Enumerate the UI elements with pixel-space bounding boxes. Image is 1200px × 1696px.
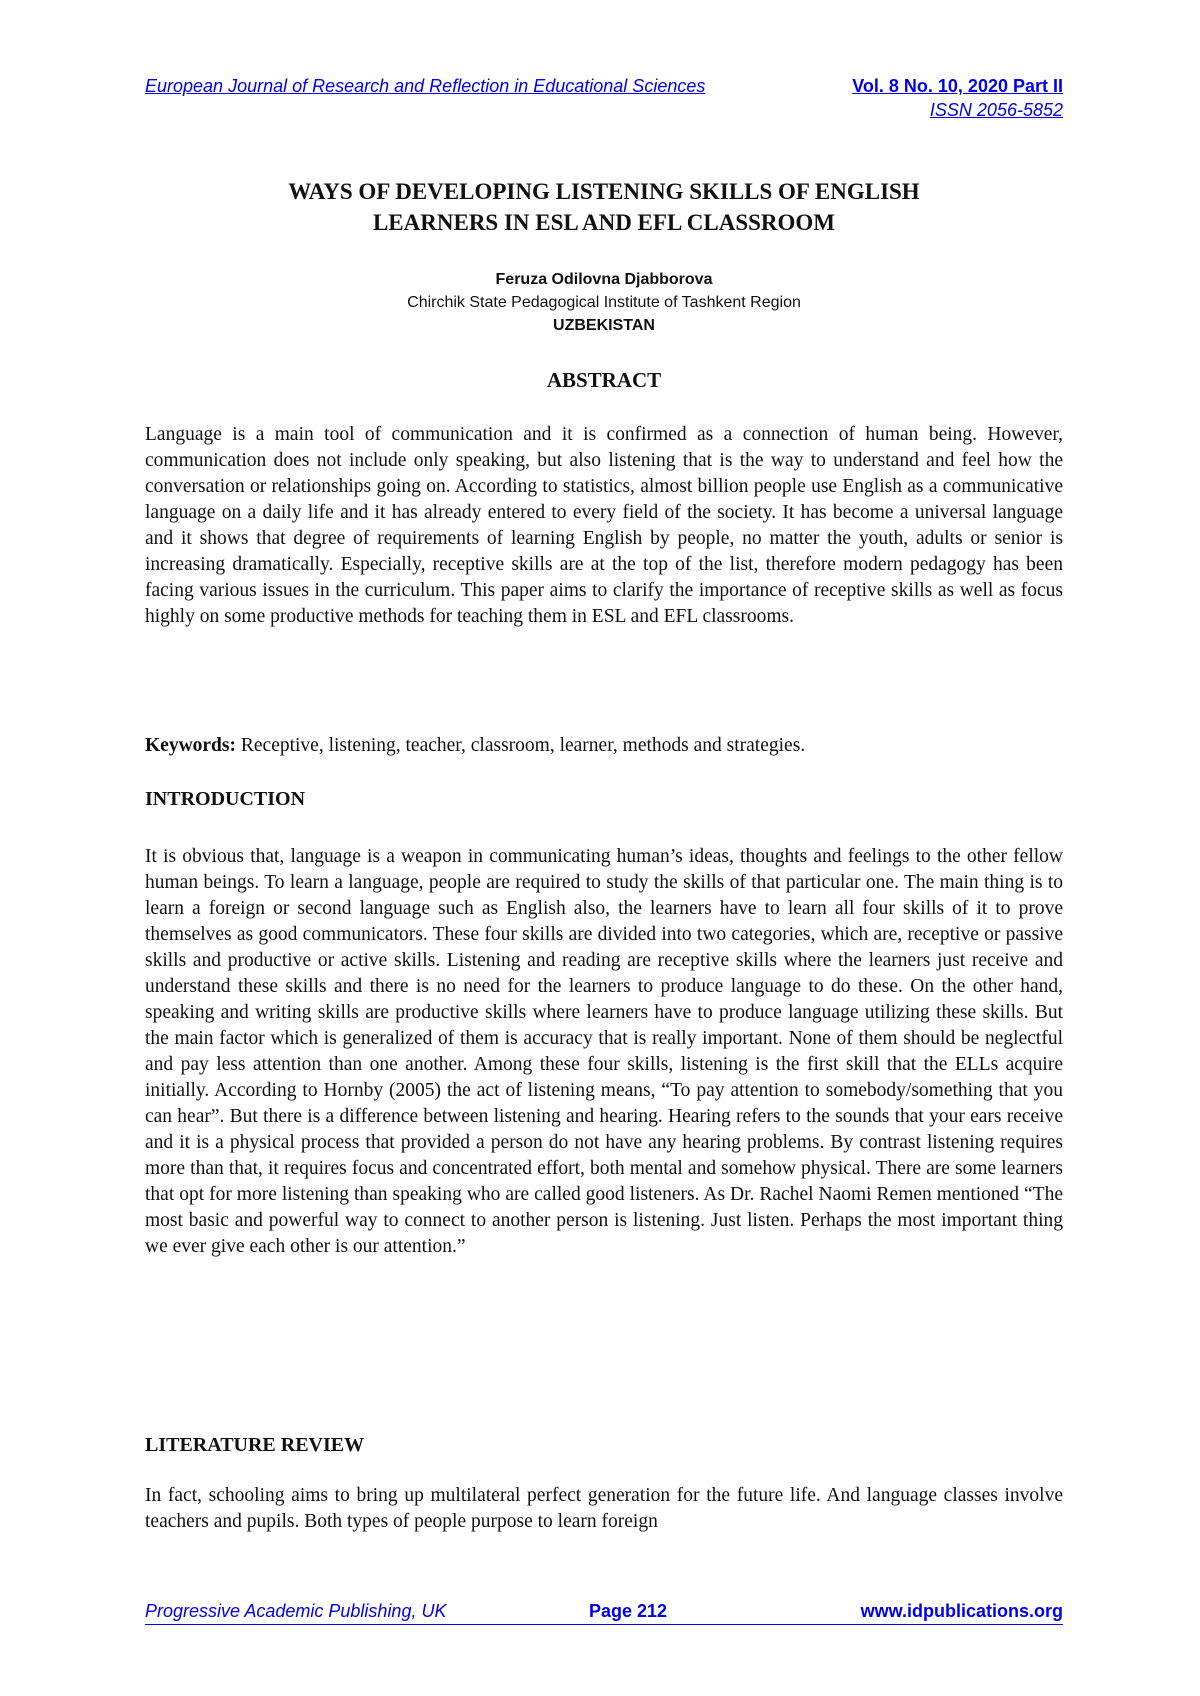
author-affiliation: Chirchik State Pedagogical Institute of Tashkent Region	[407, 294, 801, 311]
paper-title	[145, 176, 1063, 238]
introduction-text: It is obvious that, language is a weapon in communicating human’s ideas, thoughts and feelings to the other fellow human beings. To learn a language, people are required to study the skills of that particular one. The main thing is to learn a foreign or second language such as English also, the learners have to learn all four skills of it to prove themselves as good communicators. These four skills are divided into two categories, which are, receptive or passive skills and productive or active skills. Listening and reading are receptive skills where the learners just receive and understand these skills and there is no need for the learners to produce language to do these. On the other hand, speaking and writing skills are productive skills where learners have to produce language utilizing these skills. But the main factor which is generalized of them is accuracy that is really important. None of them should be neglectful and pay less attention than one another. Among these four skills, listening is the first skill that the ELLs acquire initially. According to Hornby (2005) the act of listening means, “To pay attention to somebody/something that you can hear”. But there is a difference between listening and hearing. Hearing refers to the sounds that your ears receive and it is a physical process that provided a person do not have any hearing problems. By contrast listening requires more than that, it requires focus and concentrated effort, both mental and somehow physical. There are some learners that opt for more listening than speaking who are called good listeners. As Dr. Rachel Naomi Remen mentioned “The most basic and powerful way to connect to another person is listening. Just listen. Perhaps the most important thing we ever give each other is our attention.”	[145, 846, 1063, 1257]
footer-divider	[145, 1624, 1063, 1625]
literature-review-text: In fact, schooling aims to bring up multilateral perfect generation for the future life. And language classes involve teachers and pupils. Both types of people purpose to learn foreign	[145, 1485, 1063, 1532]
keywords-line	[145, 733, 1063, 759]
publisher-url-link[interactable]: www.idpublications.org	[860, 1601, 1063, 1621]
author-block	[145, 268, 1063, 337]
abstract-heading: ABSTRACT	[546, 368, 662, 392]
introduction-heading: INTRODUCTION	[145, 788, 306, 810]
journal-name-link[interactable]: European Journal of Research and Reflection in Educational Sciences	[145, 76, 706, 96]
literature-review-heading: LITERATURE REVIEW	[145, 1434, 365, 1456]
title-line-1: WAYS OF DEVELOPING LISTENING SKILLS OF ENGLISH	[288, 179, 920, 204]
keywords-list: Receptive, listening, teacher, classroom, learner, methods and strategies.	[236, 735, 806, 756]
author-name: Feruza Odilovna Djabborova	[495, 271, 713, 288]
issn-link[interactable]: ISSN 2056-5852	[929, 100, 1063, 120]
page-number: Page 212	[589, 1601, 668, 1621]
keywords-label: Keywords:	[145, 735, 236, 756]
publisher-name: Progressive Academic Publishing, UK	[145, 1601, 447, 1621]
author-country: UZBEKISTAN	[553, 317, 655, 334]
abstract-text: Language is a main tool of communication and it is confirmed as a connection of human being. However, communication does not include only speaking, but also listening that is the way to understand and feel how the conversation or relationships going on. According to statistics, almost billion people use English as a communicative language on a daily life and it has already entered to every field of the society. It has become a universal language and it shows that degree of requirements of learning English by people, no matter the youth, adults or senior is increasing dramatically. Especially, receptive skills are at the top of the list, therefore modern pedagogy has been facing various issues in the curriculum. This paper aims to clarify the importance of receptive skills as well as focus highly on some productive methods for teaching them in ESL and EFL classrooms.	[145, 424, 1063, 627]
title-line-2: LEARNERS IN ESL AND EFL CLASSROOM	[372, 210, 836, 235]
paper-page	[145, 0, 1063, 1696]
volume-info[interactable]: Vol. 8 No. 10, 2020 Part II	[852, 76, 1063, 96]
